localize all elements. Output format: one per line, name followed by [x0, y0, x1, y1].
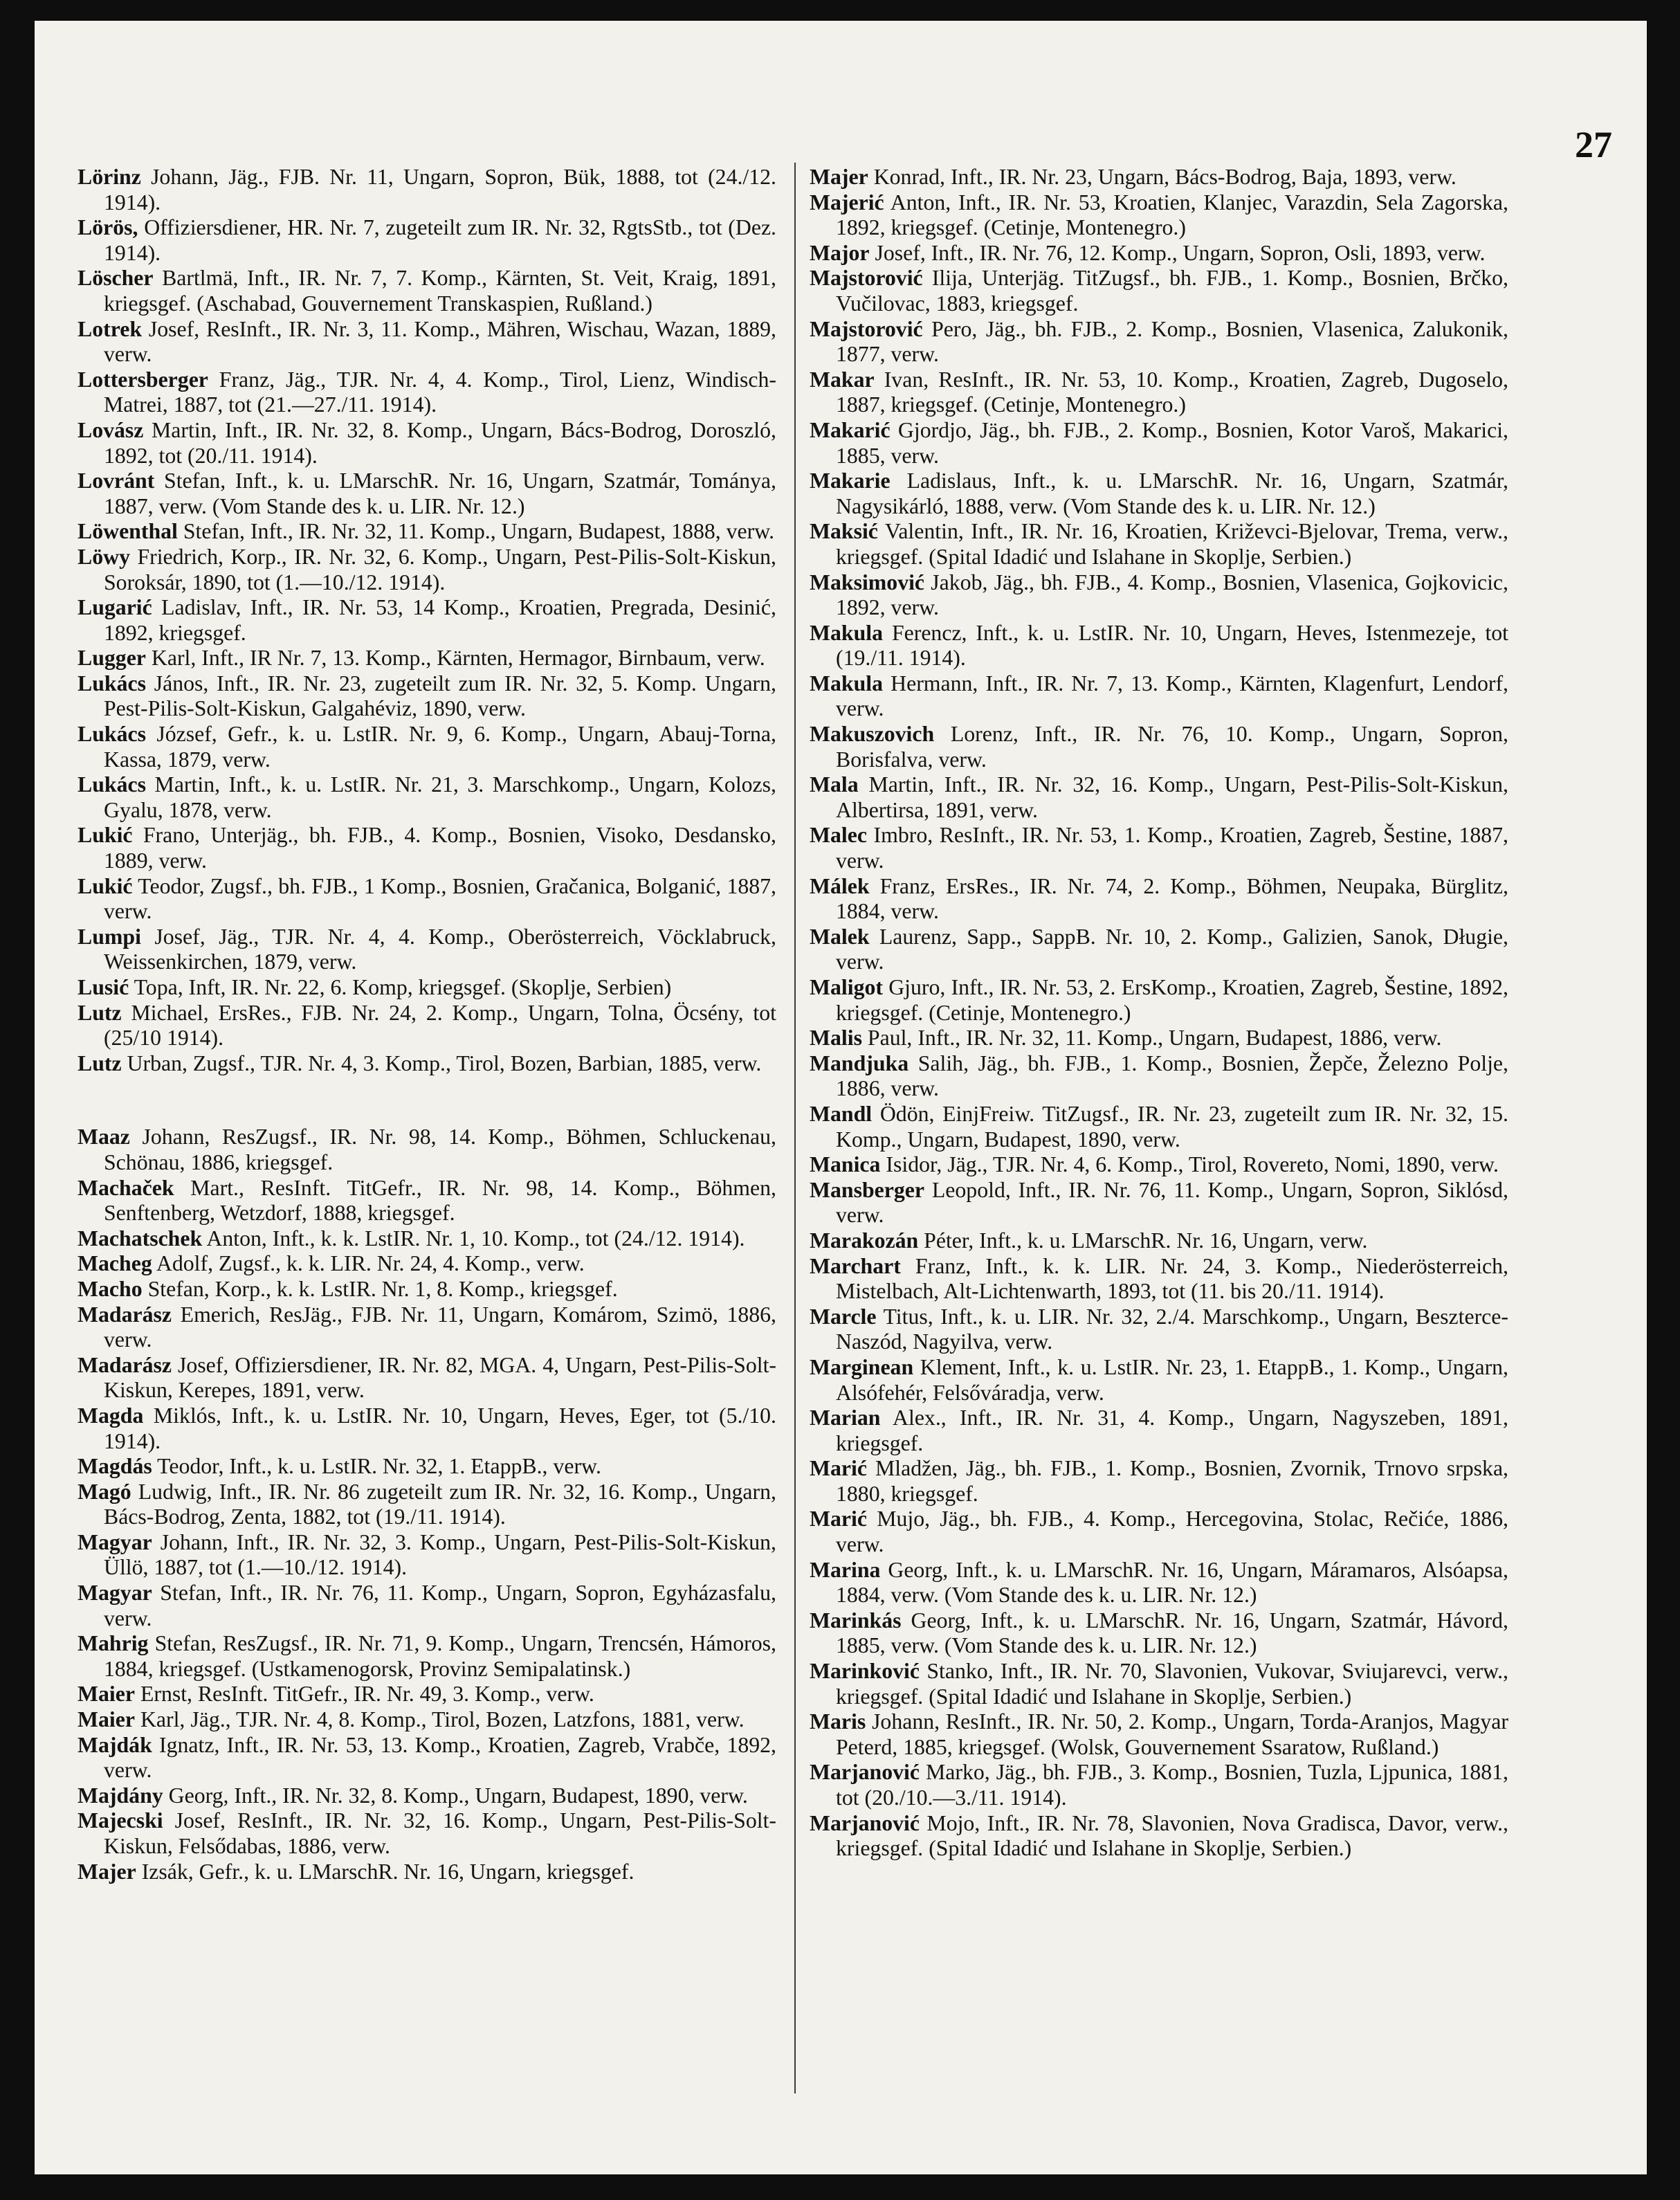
entry-surname: Majer: [77, 1859, 136, 1884]
register-entry: [77, 1353, 776, 1403]
register-entry: [77, 1581, 776, 1631]
document-page: [35, 21, 1647, 2174]
entry-details: Stefan, Inft., k. u. LMarschR. Nr. 16, Ungarn, Szatmár, Tománya, 1887, verw. (Vom Stande des k. u. LIR. Nr. 12.): [104, 469, 776, 518]
entry-surname: Marinković: [810, 1659, 920, 1684]
entry-details: Lorenz, Inft., IR. Nr. 76, 10. Komp., Ungarn, Sopron, Borisfalva, verw.: [836, 722, 1509, 772]
entry-details: Offiziersdiener, HR. Nr. 7, zugeteilt zum IR. Nr. 32, RgtsStb., tot (Dez. 1914).: [104, 215, 777, 265]
entry-details: Ivan, ResInft., IR. Nr. 53, 10. Komp., Kroatien, Zagreb, Dugoselo, 1887, kriegsgef. (Cetinje, Montenegro.): [836, 367, 1508, 417]
register-entry: [810, 874, 1508, 925]
register-entry: [77, 215, 776, 266]
entry-details: Michael, ErsRes., FJB. Nr. 24, 2. Komp., Ungarn, Tolna, Öcsény, tot (25/10 1914).: [104, 1000, 776, 1051]
entry-surname: Majecski: [77, 1808, 163, 1833]
register-entry: [77, 165, 776, 215]
entry-surname: Löwy: [77, 544, 130, 569]
entry-surname: Lotrek: [77, 316, 143, 341]
entry-details: Stefan, Korp., k. k. LstIR. Nr. 1, 8. Komp., kriegsgef.: [147, 1276, 618, 1301]
entry-details: Mart., ResInft. TitGefr., IR. Nr. 98, 14. Komp., Böhmen, Senftenberg, Wetzdorf, 1888, kriegsgef.: [104, 1175, 776, 1226]
register-entry: [810, 1254, 1508, 1304]
entry-details: Josef, Offiziersdiener, IR. Nr. 82, MGA. 4, Ungarn, Pest-Pilis-Solt-Kiskun, Kerepes, 1891, verw.: [104, 1352, 777, 1403]
entry-surname: Machatschek: [77, 1226, 203, 1251]
entry-details: Josef, ResInft., IR. Nr. 3, 11. Komp., Mähren, Wischau, Wazan, 1889, verw.: [104, 316, 776, 367]
entry-details: Ernst, ResInft. TitGefr., IR. Nr. 49, 3. Komp., verw.: [140, 1682, 594, 1707]
entry-surname: Marcle: [810, 1304, 877, 1329]
entry-surname: Lutz: [77, 1051, 122, 1075]
entry-surname: Makar: [810, 367, 875, 392]
entry-details: Pero, Jäg., bh. FJB., 2. Komp., Bosnien, Vlasenica, Zalukonik, 1877, verw.: [836, 316, 1509, 367]
entry-details: Izsák, Gefr., k. u. LMarschR. Nr. 16, Ungarn, kriegsgef.: [141, 1859, 634, 1884]
entry-details: Péter, Inft., k. u. LMarschR. Nr. 16, Ungarn, verw.: [924, 1228, 1368, 1253]
register-entry: [77, 266, 776, 316]
left-column: [77, 165, 776, 1884]
entry-surname: Málek: [810, 873, 870, 898]
entry-details: Stefan, Inft., IR. Nr. 76, 11. Komp., Ungarn, Sopron, Egyházasfalu, verw.: [104, 1581, 776, 1630]
entry-details: Johann, Inft., IR. Nr. 32, 3. Komp., Ungarn, Pest-Pilis-Solt-Kiskun, Üllö, 1887, tot (1.—10./12. 1914).: [104, 1529, 776, 1580]
entry-surname: Mahrig: [77, 1631, 149, 1656]
entry-surname: Lukić: [77, 873, 133, 898]
entry-details: Anton, Inft., k. k. LstIR. Nr. 1, 10. Komp., tot (24./12. 1914).: [206, 1226, 745, 1251]
register-entry: [77, 1051, 776, 1077]
entry-surname: Mandjuka: [810, 1051, 909, 1075]
entry-details: Martin, Inft., k. u. LstIR. Nr. 21, 3. Marschkomp., Ungarn, Kolozs, Gyalu, 1878, verw.: [104, 772, 776, 822]
entry-details: Marko, Jäg., bh. FJB., 3. Komp., Bosnien, Tuzla, Ljpunica, 1881, tot (20./10.—3./11. 1914).: [836, 1760, 1508, 1810]
entry-details: Frano, Unterjäg., bh. FJB., 4. Komp., Bosnien, Visoko, Desdansko, 1889, verw.: [104, 823, 776, 873]
entry-surname: Major: [810, 240, 870, 265]
entry-details: Konrad, Inft., IR. Nr. 23, Ungarn, Bács-Bodrog, Baja, 1893, verw.: [873, 165, 1457, 189]
entry-surname: Malec: [810, 823, 867, 848]
register-entry: [77, 1226, 776, 1252]
entry-surname: Marchart: [810, 1253, 901, 1278]
register-entry: [810, 1304, 1508, 1355]
register-entry: [77, 772, 776, 823]
register-entry: [810, 1456, 1508, 1507]
entry-surname: Majer: [810, 165, 868, 189]
register-entry: [77, 1530, 776, 1581]
register-entry: [810, 367, 1508, 418]
register-entry: [810, 469, 1508, 519]
entry-details: Johann, ResZugsf., IR. Nr. 98, 14. Komp., Böhmen, Schluckenau, Schönau, 1886, kriegsgef.: [104, 1125, 776, 1174]
column-divider: [794, 163, 796, 2093]
register-entry: [810, 1608, 1508, 1659]
entry-surname: Mandl: [810, 1101, 873, 1126]
entry-surname: Lugger: [77, 646, 146, 671]
register-entry: [810, 1026, 1508, 1051]
entry-surname: Makula: [810, 671, 884, 696]
entry-details: János, Inft., IR. Nr. 23, zugeteilt zum IR. Nr. 32, 5. Komp. Ungarn, Pest-Pilis-Solt-Kiskun, Galgahéviz, 1890, verw.: [104, 671, 776, 721]
page-number: 27: [1575, 124, 1612, 165]
register-entry: [77, 646, 776, 671]
register-entry: [810, 621, 1508, 671]
entry-surname: Macho: [77, 1276, 143, 1301]
entry-details: Bartlmä, Inft., IR. Nr. 7, 7. Komp., Kärnten, St. Veit, Kraig, 1891, kriegsgef. (Aschabad, Gouvernement Transkaspien, Rußland.): [104, 266, 777, 316]
entry-details: Ödön, EinjFreiw. TitZugsf., IR. Nr. 23, zugeteilt zum IR. Nr. 32, 15. Komp., Ungarn, Budapest, 1890, verw.: [836, 1101, 1509, 1152]
entry-details: Stanko, Inft., IR. Nr. 70, Slavonien, Vukovar, Sviujarevci, verw., kriegsgef. (Spital Idadić und Islahane in Skoplje, Serbien.): [836, 1659, 1508, 1709]
register-entry: [77, 1808, 776, 1859]
register-entry: [77, 1277, 776, 1302]
register-entry: [810, 1051, 1508, 1102]
entry-surname: Macheg: [77, 1251, 152, 1276]
entry-surname: Lumpi: [77, 924, 141, 949]
entry-surname: Marina: [810, 1557, 881, 1582]
register-entry: [77, 1733, 776, 1783]
register-entry: [810, 1507, 1508, 1557]
register-entry: [810, 823, 1508, 873]
register-entry: [77, 317, 776, 367]
entry-details: Gjuro, Inft., IR. Nr. 53, 2. ErsKomp., Kroatien, Zagreb, Šestine, 1892, kriegsgef. (Cetinje, Montenegro.): [836, 975, 1508, 1025]
register-entry: [810, 722, 1508, 772]
register-entry: [77, 367, 776, 418]
entry-details: Martin, Inft., IR. Nr. 32, 8. Komp., Ungarn, Bács-Bodrog, Doroszló, 1892, tot (20./11. 1914).: [104, 417, 776, 468]
entry-details: Laurenz, Sapp., SappB. Nr. 10, 2. Komp., Galizien, Sanok, Długie, verw.: [836, 924, 1508, 974]
entry-details: Josef, Inft., IR. Nr. 76, 12. Komp., Ungarn, Sopron, Osli, 1893, verw.: [875, 240, 1486, 265]
register-entry: [77, 671, 776, 722]
entry-details: Ladislaus, Inft., k. u. LMarschR. Nr. 16, Ungarn, Szatmár, Nagysikárló, 1888, verw. (Vom Stande des k. u. LIR. Nr. 12.): [836, 469, 1508, 518]
register-entry: [77, 1631, 776, 1682]
entry-details: Anton, Inft., IR. Nr. 53, Kroatien, Klanjec, Varazdin, Sela Zagorska, 1892, kriegsgef. (Cetinje, Montenegro.): [836, 190, 1508, 240]
register-entry: [810, 925, 1508, 975]
entry-details: Teodor, Inft., k. u. LstIR. Nr. 32, 1. EtappB., verw.: [157, 1454, 601, 1479]
register-entry: [77, 1176, 776, 1226]
register-entry: [810, 1406, 1508, 1456]
entry-details: Valentin, Inft., IR. Nr. 16, Kroatien, Križevci-Bjelovar, Trema, verw., kriegsgef. (Spital Idadić und Islahane in Skoplje, Serbien.): [836, 519, 1509, 569]
register-entry: [77, 595, 776, 646]
entry-surname: Majstorović: [810, 316, 923, 341]
entry-details: Stefan, ResZugsf., IR. Nr. 71, 9. Komp., Ungarn, Trencsén, Hámoros, 1884, kriegsgef. (Ustkamenogorsk, Provinz Semipalatinsk.): [104, 1631, 776, 1681]
entry-surname: Lukić: [77, 823, 133, 848]
entry-surname: Maksimović: [810, 570, 925, 594]
register-entry: [77, 1707, 776, 1733]
entry-details: Martin, Inft., IR. Nr. 32, 16. Komp., Ungarn, Pest-Pilis-Solt-Kiskun, Albertirsa, 1891, verw.: [836, 772, 1508, 822]
register-entry: [810, 266, 1508, 316]
entry-details: Isidor, Jäg., TJR. Nr. 4, 6. Komp., Tirol, Rovereto, Nomi, 1890, verw.: [886, 1152, 1499, 1177]
entry-surname: Maksić: [810, 519, 878, 544]
entry-details: József, Gefr., k. u. LstIR. Nr. 9, 6. Komp., Ungarn, Abauj-Torna, Kassa, 1879, verw.: [104, 722, 776, 772]
entry-details: Gjordjo, Jäg., bh. FJB., 2. Komp., Bosnien, Kotor Varoš, Makarici, 1885, verw.: [836, 417, 1508, 468]
entry-details: Salih, Jäg., bh. FJB., 1. Komp., Bosnien, Žepče, Železno Polje, 1886, verw.: [836, 1051, 1508, 1101]
register-entry: [810, 241, 1508, 266]
register-entry: [810, 671, 1508, 722]
right-column: [810, 165, 1508, 1862]
entry-details: Teodor, Zugsf., bh. FJB., 1 Komp., Bosnien, Gračanica, Bolganić, 1887, verw.: [104, 873, 776, 924]
register-entry: [810, 418, 1508, 469]
entry-details: Josef, Jäg., TJR. Nr. 4, 4. Komp., Oberösterreich, Vöcklabruck, Weissenkirchen, 1879, verw.: [104, 924, 776, 974]
entry-surname: Marjanović: [810, 1810, 920, 1835]
entry-surname: Marić: [810, 1456, 867, 1481]
entry-surname: Lukács: [77, 772, 146, 797]
entry-details: Friedrich, Korp., IR. Nr. 32, 6. Komp., Ungarn, Pest-Pilis-Solt-Kiskun, Soroksár, 1890, tot (1.—10./12. 1914).: [104, 544, 777, 594]
entry-details: Mojo, Inft., IR. Nr. 78, Slavonien, Nova Gradisca, Davor, verw., kriegsgef. (Spital Idadić und Islahane in Skoplje, Serbien.): [836, 1810, 1508, 1861]
entry-details: Karl, Inft., IR Nr. 7, 13. Komp., Kärnten, Hermagor, Birnbaum, verw.: [151, 646, 765, 671]
entry-details: Adolf, Zugsf., k. k. LIR. Nr. 24, 4. Komp., verw.: [156, 1251, 585, 1276]
entry-details: Urban, Zugsf., TJR. Nr. 4, 3. Komp., Tirol, Bozen, Barbian, 1885, verw.: [127, 1051, 762, 1075]
entry-surname: Maaz: [77, 1125, 130, 1149]
entry-surname: Lörös,: [77, 215, 138, 240]
register-entry: [810, 1659, 1508, 1709]
register-entry: [810, 519, 1508, 570]
entry-surname: Makarić: [810, 417, 891, 442]
register-entry: [77, 925, 776, 975]
entry-surname: Madarász: [77, 1352, 172, 1377]
register-entry: [77, 519, 776, 545]
entry-surname: Lukács: [77, 722, 146, 747]
register-entry: [810, 1760, 1508, 1810]
register-entry: [810, 1178, 1508, 1228]
register-entry: [77, 1125, 776, 1175]
entry-details: Klement, Inft., k. u. LstIR. Nr. 23, 1. EtappB., 1. Komp., Ungarn, Alsófehér, Felsőváradja, verw.: [836, 1354, 1509, 1405]
entry-details: Franz, Inft., k. k. LIR. Nr. 24, 3. Komp., Niederösterreich, Mistelbach, Alt-Lichtenwarth, 1893, tot (11. bis 20./11. 1914).: [836, 1253, 1508, 1304]
entry-details: Josef, ResInft., IR. Nr. 32, 16. Komp., Ungarn, Pest-Pilis-Solt-Kiskun, Felsődabas, 1886, verw.: [104, 1808, 776, 1858]
entry-surname: Magdás: [77, 1454, 152, 1479]
entry-surname: Lottersberger: [77, 367, 208, 392]
entry-details: Franz, ErsRes., IR. Nr. 74, 2. Komp., Böhmen, Neupaka, Bürglitz, 1884, verw.: [836, 873, 1508, 924]
register-entry: [810, 1558, 1508, 1608]
register-entry: [77, 1403, 776, 1454]
entry-details: Topa, Inft, IR. Nr. 22, 6. Komp, kriegsgef. (Skoplje, Serbien): [134, 975, 672, 999]
entry-details: Georg, Inft., IR. Nr. 32, 8. Komp., Ungarn, Budapest, 1890, verw.: [168, 1783, 748, 1808]
register-entry: [810, 1709, 1508, 1760]
register-entry: [810, 1102, 1508, 1152]
entry-surname: Löwenthal: [77, 519, 178, 544]
register-entry: [810, 975, 1508, 1026]
register-entry: [77, 1251, 776, 1277]
register-entry: [77, 1783, 776, 1809]
entry-surname: Magda: [77, 1403, 144, 1428]
entry-surname: Makarie: [810, 469, 891, 493]
entry-surname: Makuszovich: [810, 722, 935, 747]
entry-surname: Malek: [810, 924, 870, 949]
entry-surname: Marakozán: [810, 1228, 919, 1253]
entry-details: Johann, Jäg., FJB. Nr. 11, Ungarn, Sopron, Bük, 1888, tot (24./12. 1914).: [104, 165, 776, 215]
entry-surname: Majdák: [77, 1732, 152, 1757]
entry-surname: Magyar: [77, 1581, 152, 1606]
entry-details: Miklós, Inft., k. u. LstIR. Nr. 10, Ungarn, Heves, Eger, tot (5./10. 1914).: [104, 1403, 776, 1453]
entry-surname: Marić: [810, 1507, 867, 1531]
entry-details: Imbro, ResInft., IR. Nr. 53, 1. Komp., Kroatien, Zagreb, Šestine, 1887, verw.: [836, 823, 1509, 873]
entry-surname: Lovránt: [77, 469, 155, 493]
register-entry: [810, 570, 1508, 621]
entry-surname: Mansberger: [810, 1177, 925, 1202]
register-entry: [77, 874, 776, 925]
entry-details: Georg, Inft., k. u. LMarschR. Nr. 16, Ungarn, Szatmár, Hávord, 1885, verw. (Vom Stande des k. u. LIR. Nr. 12.): [836, 1608, 1508, 1658]
entry-surname: Lusić: [77, 975, 129, 999]
register-entry: [77, 1682, 776, 1707]
entry-surname: Lukács: [77, 671, 146, 696]
register-entry: [77, 1302, 776, 1353]
section-gap: [77, 1076, 776, 1125]
entry-details: Jakob, Jäg., bh. FJB., 4. Komp., Bosnien, Vlasenica, Gojkovicic, 1892, verw.: [836, 570, 1508, 620]
register-entry: [810, 190, 1508, 241]
entry-surname: Machaček: [77, 1175, 174, 1200]
register-entry: [810, 317, 1508, 367]
entry-details: Franz, Jäg., TJR. Nr. 4, 4. Komp., Tirol, Lienz, Windisch-Matrei, 1887, tot (21.—27./11. 1914).: [104, 367, 777, 417]
register-entry: [77, 418, 776, 469]
entry-details: Mujo, Jäg., bh. FJB., 4. Komp., Hercegovina, Stolac, Rečiće, 1886, verw.: [836, 1507, 1509, 1557]
entry-surname: Malis: [810, 1026, 862, 1051]
entry-details: Georg, Inft., k. u. LMarschR. Nr. 16, Ungarn, Máramaros, Alsóapsa, 1884, verw. (Vom Stande des k. u. LIR. Nr. 12.): [836, 1557, 1508, 1608]
entry-details: Ignatz, Inft., IR. Nr. 53, 13. Komp., Kroatien, Zagreb, Vrabče, 1892, verw.: [104, 1732, 776, 1783]
register-entry: [810, 772, 1508, 823]
entry-details: Hermann, Inft., IR. Nr. 7, 13. Komp., Kärnten, Klagenfurt, Lendorf, verw.: [836, 671, 1508, 721]
entry-details: Alex., Inft., IR. Nr. 31, 4. Komp., Ungarn, Nagyszeben, 1891, kriegsgef.: [836, 1406, 1508, 1455]
register-entry: [810, 1152, 1508, 1178]
entry-surname: Maris: [810, 1709, 866, 1734]
entry-details: Paul, Inft., IR. Nr. 32, 11. Komp., Ungarn, Budapest, 1886, verw.: [867, 1026, 1442, 1051]
entry-surname: Majerić: [810, 190, 884, 215]
entry-surname: Lörinz: [77, 165, 141, 189]
entry-surname: Mala: [810, 772, 859, 797]
entry-details: Ferencz, Inft., k. u. LstIR. Nr. 10, Ungarn, Heves, Istenmezeje, tot (19./11. 1914).: [836, 620, 1509, 671]
entry-surname: Marinkás: [810, 1608, 902, 1633]
entry-surname: Marginean: [810, 1354, 914, 1379]
entry-details: Karl, Jäg., TJR. Nr. 4, 8. Komp., Tirol, Bozen, Latzfons, 1881, verw.: [140, 1707, 745, 1732]
register-entry: [77, 1454, 776, 1480]
entry-surname: Lovász: [77, 417, 144, 442]
entry-details: Ilija, Unterjäg. TitZugsf., bh. FJB., 1. Komp., Bosnien, Brčko, Vučilovac, 1883, kriegsgef.: [836, 266, 1508, 316]
entry-surname: Maligot: [810, 975, 883, 999]
entry-surname: Majstorović: [810, 266, 923, 291]
entry-surname: Madarász: [77, 1302, 172, 1327]
entry-surname: Marjanović: [810, 1760, 920, 1785]
register-entry: [810, 165, 1508, 190]
register-entry: [810, 1355, 1508, 1406]
entry-surname: Majdány: [77, 1783, 163, 1808]
entry-surname: Manica: [810, 1152, 881, 1177]
register-entry: [77, 469, 776, 519]
entry-surname: Löscher: [77, 266, 154, 291]
register-entry: [77, 975, 776, 1001]
entry-surname: Makula: [810, 620, 884, 645]
register-entry: [77, 722, 776, 772]
register-entry: [77, 545, 776, 595]
register-entry: [77, 1480, 776, 1530]
entry-details: Emerich, ResJäg., FJB. Nr. 11, Ungarn, Komárom, Szimö, 1886, verw.: [104, 1302, 776, 1352]
register-entry: [77, 1860, 776, 1885]
entry-details: Ladislav, Inft., IR. Nr. 53, 14 Komp., Kroatien, Pregrada, Desinić, 1892, kriegsgef.: [104, 595, 776, 645]
entry-surname: Maier: [77, 1682, 135, 1707]
entry-surname: Lugarić: [77, 595, 152, 620]
entry-details: Stefan, Inft., IR. Nr. 32, 11. Komp., Ungarn, Budapest, 1888, verw.: [183, 519, 775, 544]
entry-details: Titus, Inft., k. u. LIR. Nr. 32, 2./4. Marschkomp., Ungarn, Beszterce-Naszód, Nagyilva, verw.: [836, 1304, 1509, 1354]
entry-surname: Maier: [77, 1707, 135, 1732]
register-entry: [810, 1811, 1508, 1862]
entry-details: Mladžen, Jäg., bh. FJB., 1. Komp., Bosnien, Zvornik, Trnovo srpska, 1880, kriegsgef.: [836, 1456, 1509, 1506]
entry-surname: Magó: [77, 1479, 131, 1504]
register-entry: [77, 1001, 776, 1051]
entry-surname: Marian: [810, 1406, 881, 1430]
entry-details: Leopold, Inft., IR. Nr. 76, 11. Komp., Ungarn, Sopron, Siklósd, verw.: [836, 1177, 1508, 1228]
register-entry: [77, 823, 776, 873]
entry-surname: Lutz: [77, 1000, 122, 1025]
entry-surname: Magyar: [77, 1529, 152, 1554]
entry-details: Ludwig, Inft., IR. Nr. 86 zugeteilt zum IR. Nr. 32, 16. Komp., Ungarn, Bács-Bodrog, Zenta, 1882, tot (19./11. 1914).: [104, 1479, 776, 1529]
entry-details: Johann, ResInft., IR. Nr. 50, 2. Komp., Ungarn, Torda-Aranjos, Magyar Peterd, 1885, kriegsgef. (Wolsk, Gouvernement Ssaratow, Rußland.): [836, 1709, 1508, 1759]
register-entry: [810, 1228, 1508, 1254]
